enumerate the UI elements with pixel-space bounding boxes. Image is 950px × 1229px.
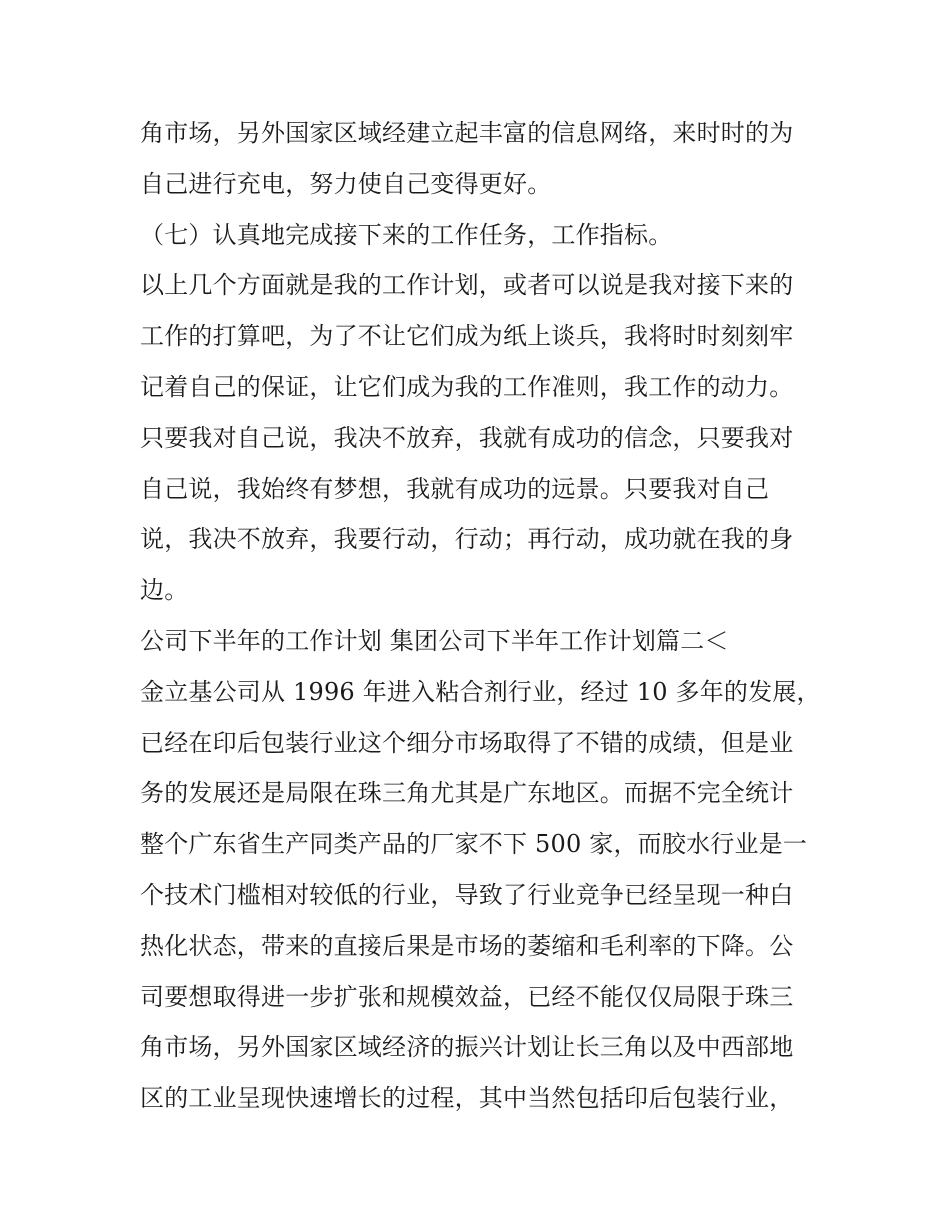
text-line: 金立基公司从 1996 年进入粘合剂行业，经过 10 多年的发展， — [140, 677, 821, 706]
text-line: 说，我决不放弃，我要行动，行动；再行动，成功就在我的身 — [140, 525, 794, 554]
text-line: 工作的打算吧，为了不让它们成为纸上谈兵，我将时时刻刻牢 — [140, 322, 794, 351]
text-line: 务的发展还是局限在珠三角尤其是广东地区。而据不完全统计 — [140, 779, 794, 808]
text-line: 自己说，我始终有梦想，我就有成功的远景。只要我对自己 — [140, 474, 770, 503]
text-line: 角市场，另外国家区域经建立起丰富的信息网络，来时时的为 — [140, 119, 794, 147]
article-title: 公司下半年的工作计划 集团公司下半年工作计划篇二＜ — [140, 626, 729, 655]
text-line: 记着自己的保证，让它们成为我的工作准则，我工作的动力。 — [140, 372, 794, 401]
text-line: 个技术门槛相对较低的行业，导致了行业竞争已经呈现一种白 — [140, 880, 794, 909]
section-heading: （七）认真地完成接下来的工作任务，工作指标。 — [140, 220, 673, 249]
text-line: 以上几个方面就是我的工作计划，或者可以说是我对接下来的 — [140, 271, 794, 300]
text-line: 已经在印后包装行业这个细分市场取得了不错的成绩，但是业 — [140, 728, 794, 757]
text-line: 热化状态，带来的直接后果是市场的萎缩和毛利率的下降。公 — [140, 931, 794, 960]
document-body — [140, 108, 820, 1124]
text-line: 角市场，另外国家区域经济的振兴计划让长三角以及中西部地 — [140, 1033, 794, 1062]
text-line: 边。 — [140, 576, 189, 605]
text-line: 整个广东省生产同类产品的厂家不下 500 家，而胶水行业是一 — [140, 830, 808, 859]
text-line: 自己进行充电，努力使自己变得更好。 — [140, 169, 552, 198]
text-line: 区的工业呈现快速增长的过程，其中当然包括印后包装行业， — [140, 1084, 794, 1113]
text-line: 只要我对自己说，我决不放弃，我就有成功的信念，只要我对 — [140, 423, 794, 452]
text-line: 司要想取得进一步扩张和规模效益，已经不能仅仅局限于珠三 — [140, 982, 794, 1011]
